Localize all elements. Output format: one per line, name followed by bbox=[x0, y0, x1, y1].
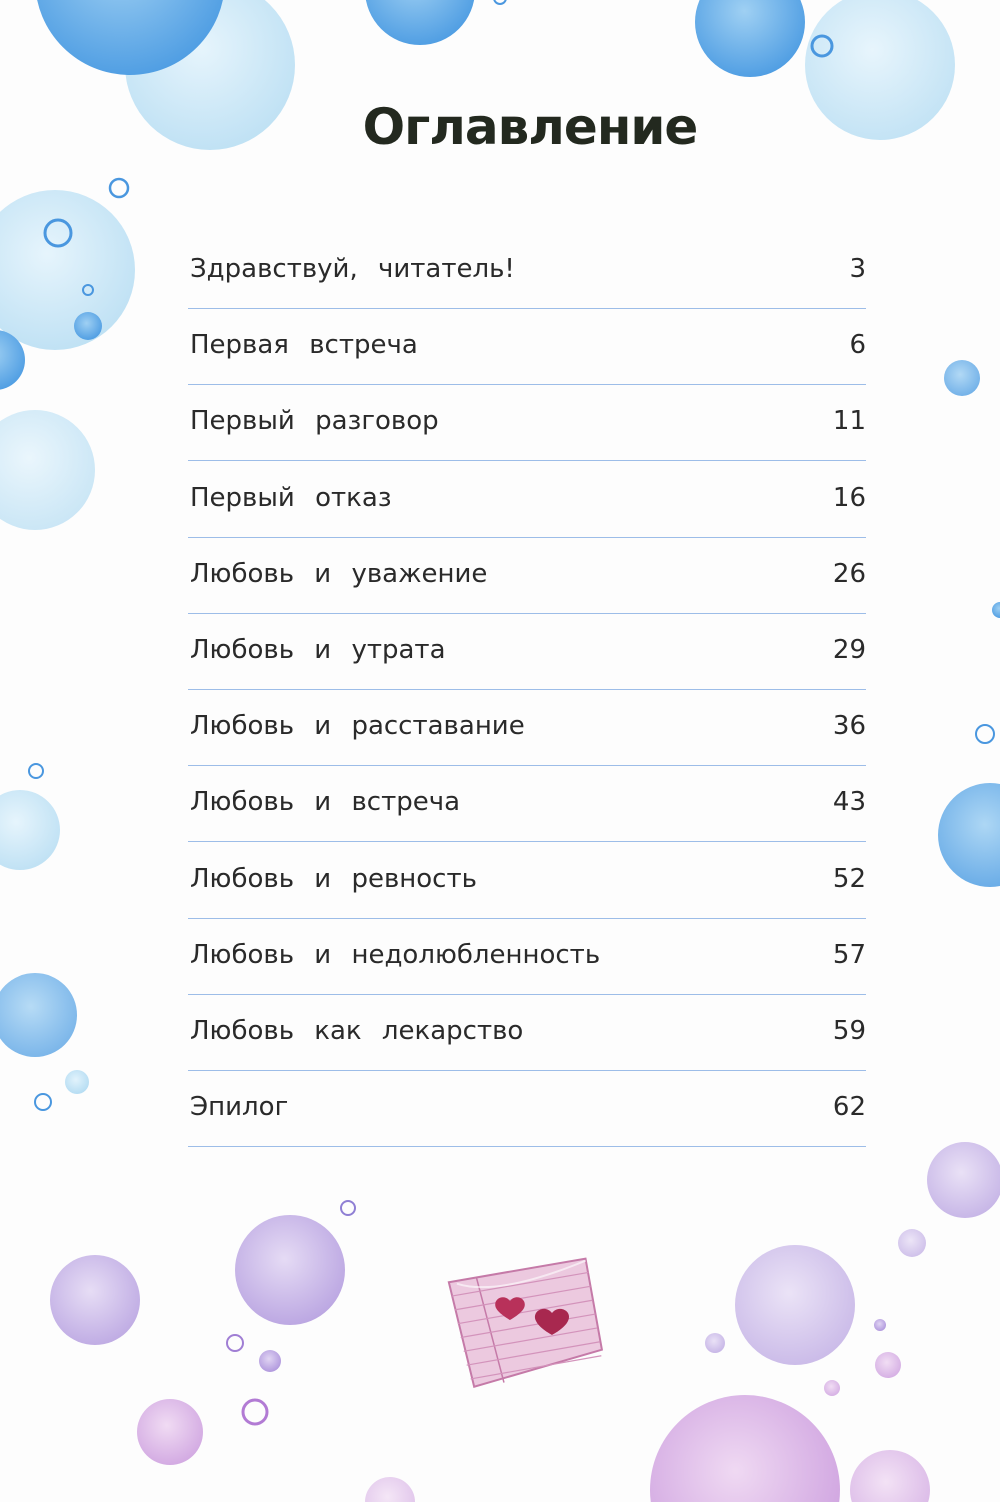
toc-entry[interactable] bbox=[188, 767, 866, 842]
toc-entry-title: Любовь и недолюбленность bbox=[190, 939, 601, 970]
toc-entry-page: 57 bbox=[832, 939, 866, 970]
toc-entry[interactable] bbox=[188, 310, 866, 385]
toc-entry-page: 6 bbox=[849, 330, 866, 361]
toc-entry-title: Любовь и утрата bbox=[190, 634, 446, 665]
toc-entry[interactable] bbox=[188, 234, 866, 309]
love-note-icon bbox=[440, 1255, 610, 1395]
toc-entry[interactable] bbox=[188, 1072, 866, 1147]
toc-entry-page: 59 bbox=[832, 1015, 866, 1046]
toc-entry-title: Любовь и ревность bbox=[190, 863, 477, 894]
toc-entry-title: Любовь и расставание bbox=[190, 711, 525, 742]
toc-entry-title: Первая встреча bbox=[190, 330, 418, 361]
toc-entry-page: 36 bbox=[832, 711, 866, 742]
toc-entry-page: 43 bbox=[832, 787, 866, 818]
toc-entry-title: Эпилог bbox=[190, 1092, 289, 1123]
toc-entry-page: 11 bbox=[832, 406, 866, 437]
toc-entry-title: Здравствуй, читатель! bbox=[190, 254, 515, 284]
toc-entry[interactable] bbox=[188, 844, 866, 919]
toc-entry-page: 26 bbox=[832, 558, 866, 589]
toc-entry-page: 62 bbox=[832, 1092, 866, 1123]
toc-entry[interactable] bbox=[188, 920, 866, 995]
toc-entry-page: 16 bbox=[832, 482, 866, 513]
toc-entry-page: 3 bbox=[849, 254, 866, 284]
page-title: Оглавление bbox=[362, 98, 698, 156]
toc-entry-title: Любовь как лекарство bbox=[190, 1015, 524, 1046]
toc-entry[interactable] bbox=[188, 539, 866, 614]
toc-entry-title: Первый отказ bbox=[190, 482, 392, 513]
toc-entry-page: 52 bbox=[832, 863, 866, 894]
toc-entry[interactable] bbox=[188, 386, 866, 461]
toc-entry[interactable] bbox=[188, 691, 866, 766]
toc-entry[interactable] bbox=[188, 615, 866, 690]
toc-entry[interactable] bbox=[188, 463, 866, 538]
toc-entry-title: Первый разговор bbox=[190, 406, 439, 437]
toc-entry-page: 29 bbox=[832, 634, 866, 665]
toc-entry[interactable] bbox=[188, 996, 866, 1071]
toc-entry-title: Любовь и уважение bbox=[190, 558, 488, 589]
table-of-contents bbox=[188, 234, 866, 1148]
toc-entry-title: Любовь и встреча bbox=[190, 787, 461, 818]
